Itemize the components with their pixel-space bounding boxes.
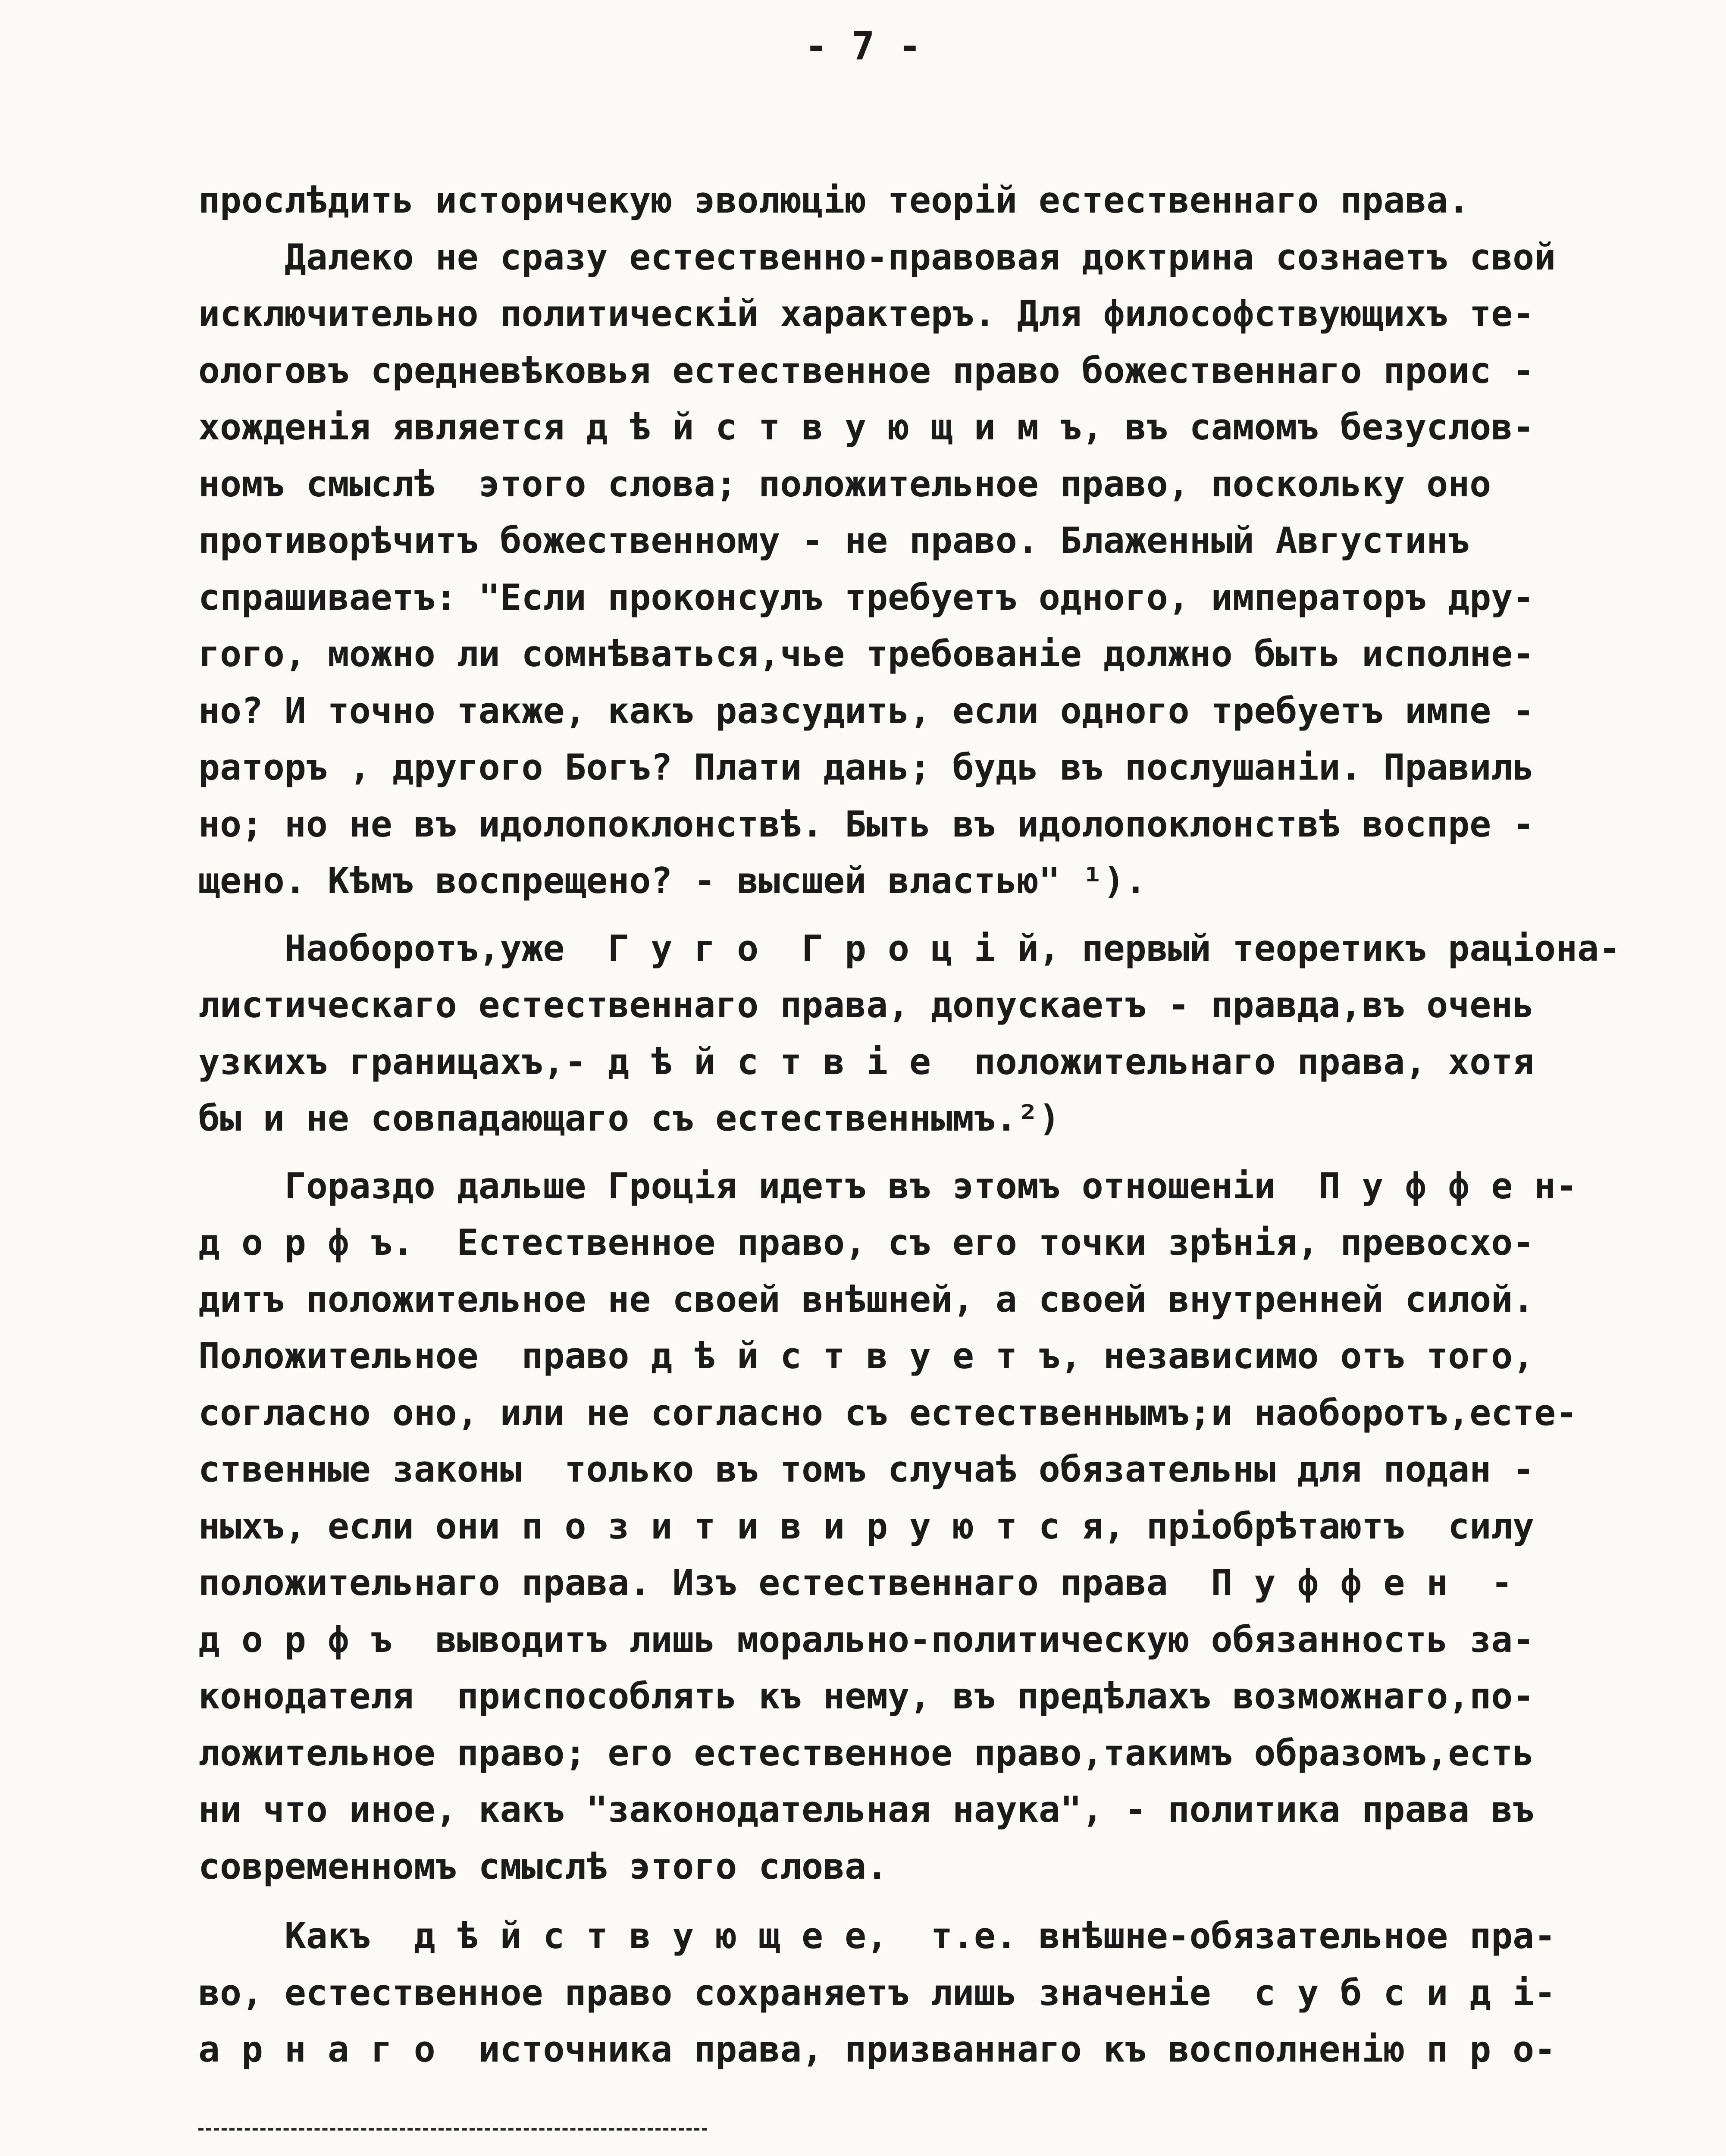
text-line: ни что иное, какъ "законодательная наука", - политика права въ (198, 1789, 1535, 1830)
text-line: а р н а г о источника права, призваннаго къ восполненію п р о- (198, 2028, 1556, 2070)
text-line: но; но не въ идолопоклонствѣ. Быть въ идолопоклонствѣ воспре - (198, 803, 1535, 845)
text-line: щено. Кѣмъ воспрещено? - высшей властью" ¹). (198, 860, 1146, 902)
page-number: - 7 - (805, 24, 921, 69)
text-line: современномъ смыслѣ этого слова. (198, 1846, 888, 1887)
footnote-separator (198, 2128, 707, 2131)
text-line: гого, можно ли сомнѣваться,чье требованіе должно быть исполне- (198, 633, 1535, 675)
text-line: дитъ положительное не своей внѣшней, а своей внутренней силой. (198, 1279, 1535, 1320)
text-line: противорѣчитъ божественному - не право. Блаженный Августинъ (198, 520, 1470, 561)
text-line: листическаго естественнаго права, допускаетъ - правда,въ очень (198, 984, 1535, 1026)
text-line: ологовъ средневѣковья естественное право божественнаго проис - (198, 350, 1535, 392)
text-line: хожденія является д ѣ й с т в у ю щ и м ъ, въ самомъ безуслов- (198, 406, 1535, 448)
text-line: но? И точно также, какъ разсудить, если одного требуетъ импе - (198, 690, 1535, 732)
text-line: Гораздо дальше Гроція идетъ въ этомъ отношеніи П у ф ф е н- (198, 1165, 1578, 1207)
text-line: ложительное право; его естественное право,такимъ образомъ,есть (198, 1732, 1535, 1774)
text-line: ственные законы только въ томъ случаѣ обязательны для подан - (198, 1448, 1535, 1490)
text-line: во, естественное право сохраняетъ лишь значеніе с у б с и д і- (198, 1972, 1556, 2014)
text-line: Какъ д ѣ й с т в у ю щ е е, т.е. внѣшне-обязательное пра- (198, 1915, 1556, 1957)
text-line: прослѣдить историчекую эволюцію теорій естественнаго права. (198, 179, 1470, 221)
text-line: д о р ф ъ выводитъ лишь морально-политическую обязанность за- (198, 1619, 1535, 1661)
text-line: спрашиваетъ: "Если проконсулъ требуетъ одного, императоръ дру- (198, 577, 1535, 618)
text-line: Далеко не сразу естественно-правовая доктрина сознаетъ свой (198, 236, 1556, 278)
text-line: Положительное право д ѣ й с т в у е т ъ, независимо отъ того, (198, 1335, 1535, 1377)
text-line: бы и не совпадающаго съ естественнымъ.²) (198, 1097, 1060, 1139)
text-line: раторъ , другого Богъ? Плати дань; будь въ послушаніи. Правиль (198, 746, 1535, 788)
text-line: ныхъ, если они п о з и т и в и р у ю т с я, пріобрѣтаютъ силу (198, 1505, 1535, 1547)
text-line: узкихъ границахъ,- д ѣ й с т в і е положительнаго права, хотя (198, 1041, 1535, 1083)
text-line: конодателя приспособлять къ нему, въ предѣлахъ возможнаго,по- (198, 1675, 1535, 1717)
text-line: исключительно политическій характеръ. Для философствующихъ те- (198, 293, 1535, 335)
text-line: согласно оно, или не согласно съ естественнымъ;и наоборотъ,есте- (198, 1392, 1578, 1434)
text-line: положительнаго права. Изъ естественнаго права П у ф ф е н - (198, 1562, 1513, 1604)
text-line: номъ смыслѣ этого слова; положительное право, поскольку оно (198, 463, 1491, 505)
text-line: д о р ф ъ. Естественное право, съ его точки зрѣнія, превосхо- (198, 1222, 1535, 1263)
text-line: Наоборотъ,уже Г у г о Г р о ц і й, первый теоретикъ раціона- (198, 928, 1621, 969)
